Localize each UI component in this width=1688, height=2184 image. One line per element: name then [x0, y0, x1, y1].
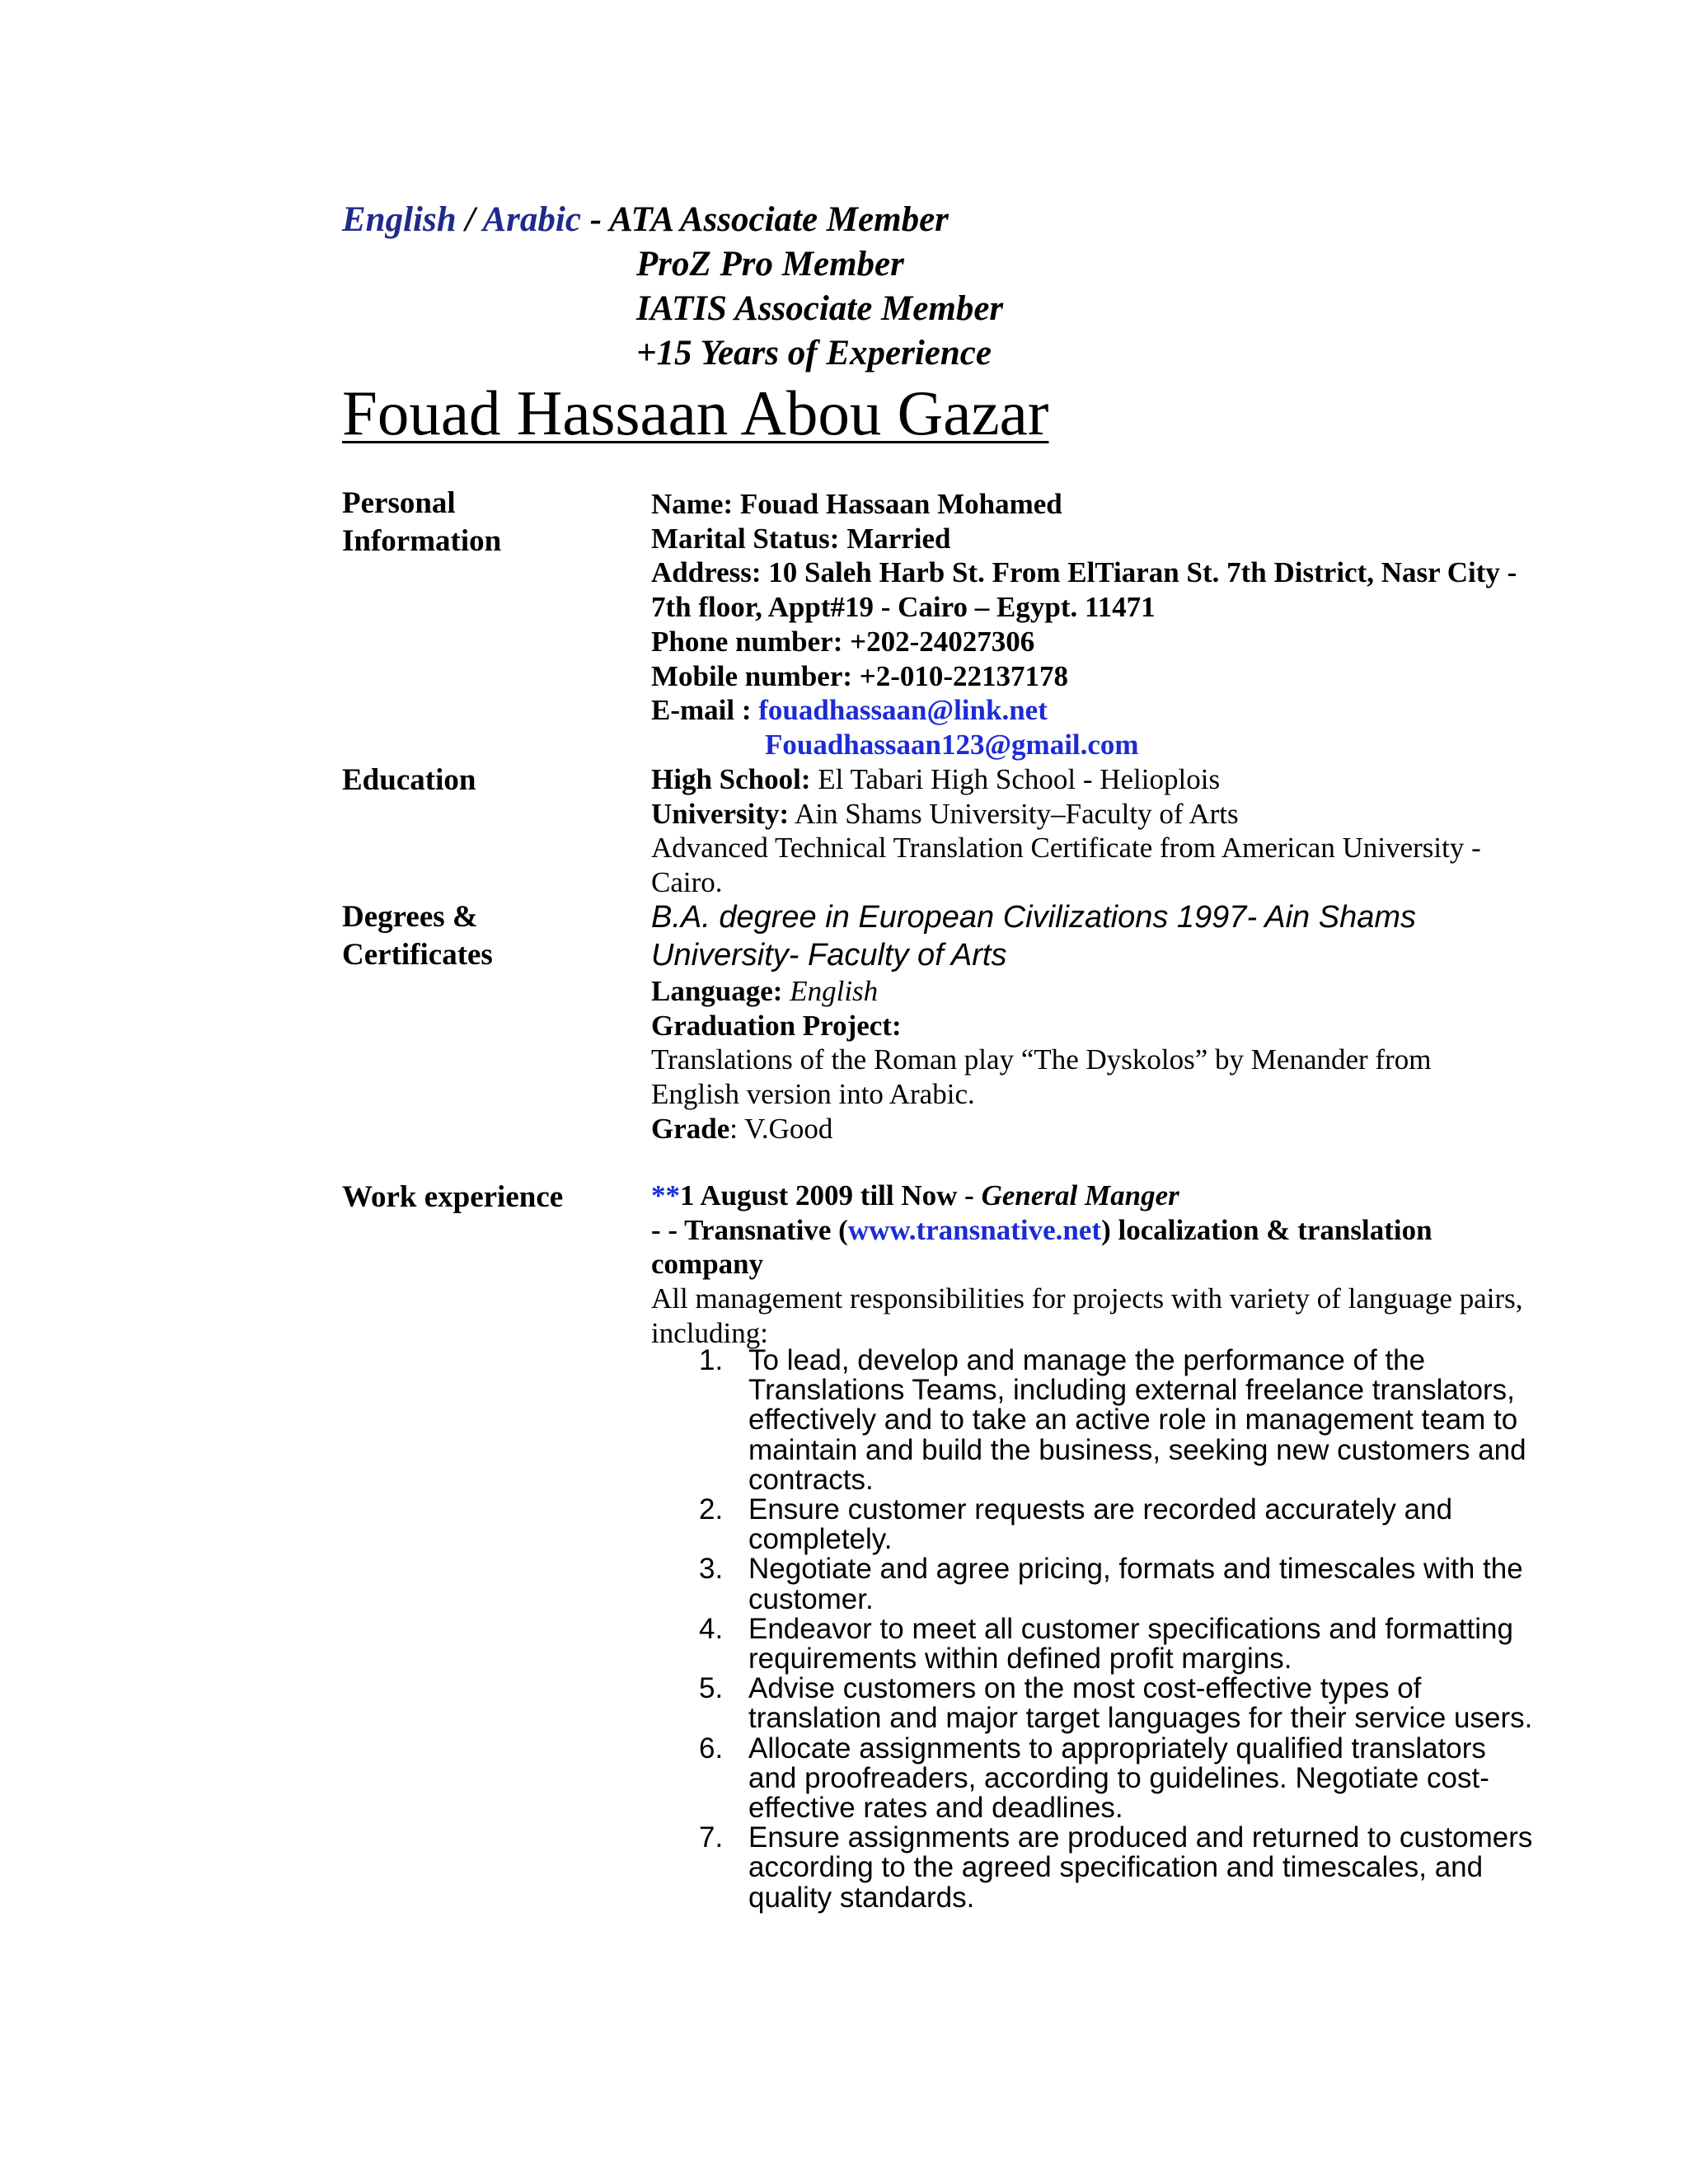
email-label: E-mail : [651, 694, 759, 727]
personal-email-row-2 [651, 728, 1525, 762]
header-block [342, 198, 1003, 376]
high-school-label: High School: [651, 763, 811, 795]
work-period [651, 1179, 1525, 1213]
list-item [651, 1346, 1533, 1495]
list-item-text: Advise customers on the most cost-effective types of translation and major target languages for their service users. [748, 1672, 1533, 1735]
graduation-project-value: Translations of the Roman play “The Dyskolos” by Menander from English version into Arabic. [651, 1043, 1432, 1111]
degree-title: B.A. degree in European Civilizations 1997- Ain Shams University- Faculty of Arts [651, 900, 1416, 972]
section-work [651, 1179, 1525, 1351]
personal-email-row [651, 693, 1525, 728]
list-item-number: 4. [699, 1612, 724, 1645]
language-separator: / [456, 200, 483, 239]
list-item [651, 1554, 1533, 1614]
list-item-text: Endeavor to meet all customer specifications and formatting requirements within defined profit margins. [748, 1612, 1513, 1675]
section-label-degrees [342, 898, 493, 974]
list-item-number: 1. [699, 1344, 724, 1376]
university-value: Ain Shams University–Faculty of Arts [789, 797, 1239, 830]
list-item [651, 1823, 1533, 1913]
label-line: Degrees & [342, 900, 478, 934]
list-item-number: 6. [699, 1732, 724, 1765]
education-certificate: Advanced Technical Translation Certificate from American University - Cairo. [651, 832, 1481, 899]
membership-ata: - ATA Associate Member [580, 200, 949, 239]
list-item [651, 1734, 1533, 1824]
list-item-text: To lead, develop and manage the performance of the Translations Teams, including external freelance translators, effectively and to take an active role in management team to maintain and build the business, seeking new customers and contracts. [748, 1344, 1526, 1496]
section-label-work: Work experience [342, 1180, 564, 1214]
section-degrees [651, 898, 1525, 1146]
section-personal [651, 487, 1525, 762]
list-item-number: 5. [699, 1672, 724, 1705]
personal-address: Address: 10 Saleh Harb St. From ElTiaran St. 7th District, Nasr City - 7th floor, Appt#19 - Cairo – Egypt. 11471 [651, 556, 1517, 624]
work-stars: ** [651, 1179, 680, 1212]
list-item-text: Ensure customer requests are recorded accurately and completely. [748, 1493, 1453, 1556]
header-line-languages [342, 198, 1003, 242]
list-item [651, 1674, 1533, 1733]
company-url-link[interactable]: www.transnative.net [847, 1213, 1102, 1246]
list-item [651, 1495, 1533, 1554]
education-university [651, 797, 1525, 832]
membership-iatis: IATIS Associate Member [636, 289, 1004, 328]
company-prefix: - - Transnative ( [651, 1213, 848, 1246]
university-label: University: [651, 797, 790, 830]
list-item-text: Negotiate and agree pricing, formats and timescales with the customer. [748, 1553, 1523, 1615]
personal-mobile: Mobile number: +2-010-22137178 [651, 659, 1069, 692]
list-item-number: 3. [699, 1553, 724, 1586]
list-item-number: 2. [699, 1493, 724, 1526]
label-line: Information [342, 524, 502, 558]
language-label: Language: [651, 975, 783, 1007]
list-item-text: Allocate assignments to appropriately qualified translators and proofreaders, according to guidelines. Negotiate cost-effective rates and deadlines. [748, 1732, 1489, 1825]
grade-label: Grade [651, 1112, 730, 1145]
section-education [651, 762, 1525, 900]
email-link-2[interactable]: Fouadhassaan123@gmail.com [765, 728, 1139, 761]
label-line: Personal [342, 486, 456, 520]
list-item-number: 7. [699, 1821, 724, 1854]
degree-language [651, 974, 1525, 1009]
education-high-school [651, 762, 1525, 797]
graduation-project-label: Graduation Project: [651, 1009, 902, 1042]
list-item-text: Ensure assignments are produced and returned to customers according to the agreed specification and timescales, and quality standards. [748, 1821, 1533, 1914]
work-intro: All management responsibilities for projects with variety of language pairs, including: [651, 1282, 1523, 1349]
personal-phone: Phone number: +202-24027306 [651, 625, 1035, 658]
experience-years: +15 Years of Experience [636, 334, 992, 373]
grade-value: : V.Good [729, 1112, 833, 1145]
work-duties-list [651, 1346, 1533, 1913]
section-label-personal [342, 485, 501, 560]
work-role: General Manger [981, 1179, 1179, 1212]
language-english: English [342, 200, 457, 239]
personal-name: Name: Fouad Hassaan Mohamed [651, 488, 1062, 520]
personal-marital: Marital Status: Married [651, 522, 951, 555]
high-school-value: El Tabari High School - Helioplois [810, 763, 1221, 795]
email-link-1[interactable]: fouadhassaan@link.net [758, 694, 1048, 727]
work-company [651, 1213, 1525, 1282]
name-title: Fouad Hassaan Abou Gazar [342, 377, 1049, 448]
language-value: English [782, 975, 879, 1007]
list-item [651, 1612, 1533, 1675]
degree-grade [651, 1112, 1525, 1146]
section-label-education: Education [342, 763, 476, 797]
label-line: Certificates [342, 938, 493, 972]
work-period-dates: 1 August 2009 till Now - [680, 1179, 982, 1212]
language-arabic: Arabic [482, 200, 581, 239]
membership-proz: ProZ Pro Member [636, 245, 904, 284]
company-suffix: ) localization & translation company [651, 1213, 1432, 1281]
